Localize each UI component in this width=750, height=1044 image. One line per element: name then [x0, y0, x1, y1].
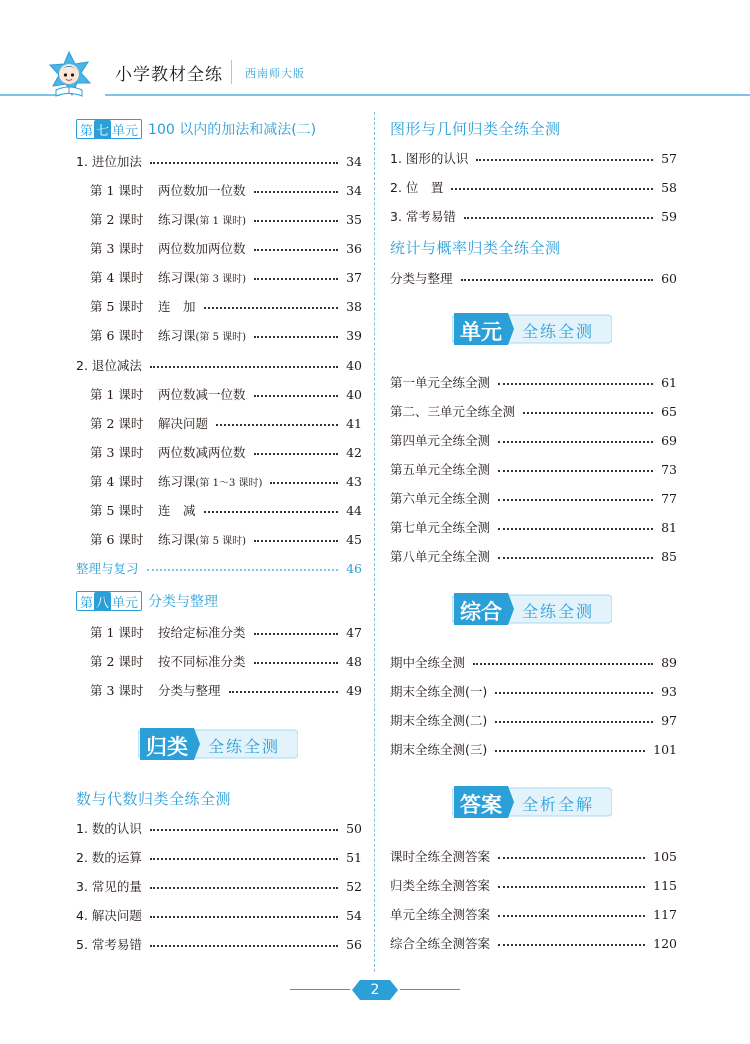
toc-page: 35 — [346, 211, 362, 227]
footer-rule-right — [400, 989, 460, 990]
leader-dots — [495, 721, 653, 723]
toc-entry-unit-6[interactable] — [390, 517, 677, 537]
leader-dots — [254, 633, 339, 635]
lesson-name: 练习课 — [158, 212, 196, 227]
lesson-number: 第 2 课时 — [90, 416, 144, 431]
leader-dots — [451, 188, 653, 190]
toc-entry-answer-4[interactable] — [390, 933, 677, 953]
toc-page: 101 — [653, 741, 677, 757]
toc-entry-add[interactable] — [76, 151, 362, 171]
toc-label: 3. 常见的量 — [76, 879, 142, 894]
leader-dots — [150, 162, 338, 164]
banner-main: 综合 — [460, 600, 502, 624]
toc-entry-answer-3[interactable] — [390, 904, 677, 924]
toc-label: 整理与复习 — [76, 561, 139, 576]
banner-danyuan — [452, 312, 612, 346]
lesson-name: 练习课 — [158, 270, 196, 285]
toc-page: 51 — [346, 849, 362, 865]
toc-page: 59 — [661, 208, 677, 224]
toc-page: 117 — [653, 906, 677, 922]
leader-dots — [498, 470, 653, 472]
banner-guilei — [138, 727, 298, 761]
leader-dots — [498, 944, 645, 946]
section-title-numalg: 数与代数归类全练全测 — [76, 790, 232, 808]
banner-sub: 全析全解 — [522, 795, 595, 814]
toc-entry-answer-1[interactable] — [390, 846, 677, 866]
page-header — [0, 40, 750, 100]
banner-sub: 全练全测 — [522, 322, 595, 341]
toc-page: 61 — [661, 374, 677, 390]
toc-entry-comp-3[interactable] — [390, 710, 677, 730]
toc-entry-comp-1[interactable] — [390, 652, 677, 672]
toc-entry-numalg-1[interactable] — [76, 818, 362, 838]
toc-label: 分类与整理 — [390, 271, 453, 286]
toc-label: 5. 常考易错 — [76, 937, 142, 952]
toc-entry-sub-lesson-3[interactable] — [90, 442, 362, 462]
lesson-name: 练习课 — [158, 328, 196, 343]
leader-dots — [150, 829, 338, 831]
footer-rule-left — [290, 989, 350, 990]
toc-entry-add-lesson-2[interactable] — [90, 209, 362, 229]
mascot-logo — [38, 50, 100, 102]
leader-dots — [147, 569, 339, 571]
lesson-note: (第 5 课时) — [195, 331, 247, 343]
toc-page: 40 — [346, 357, 362, 373]
toc-page: 105 — [653, 848, 677, 864]
leader-dots — [498, 886, 645, 888]
lesson-number: 第 3 课时 — [90, 683, 144, 698]
toc-entry-sub-lesson-1[interactable] — [90, 384, 362, 404]
header-separator — [231, 60, 232, 84]
toc-entry-stat-1[interactable] — [390, 268, 677, 288]
toc-label: 第一单元全练全测 — [390, 375, 491, 390]
lesson-name: 连 加 — [158, 299, 196, 314]
toc-page: 40 — [346, 386, 362, 402]
leader-dots — [150, 945, 338, 947]
toc-page: 43 — [346, 473, 362, 489]
lesson-number: 第 4 课时 — [90, 270, 144, 285]
toc-page: 34 — [346, 182, 362, 198]
banner-sub: 全练全测 — [208, 737, 281, 756]
lesson-number: 第 3 课时 — [90, 445, 144, 460]
leader-dots — [495, 692, 653, 694]
banner-sub: 全练全测 — [522, 602, 595, 621]
lesson-name: 按给定标准分类 — [158, 625, 246, 640]
lesson-name: 分类与整理 — [158, 683, 221, 698]
toc-page: 54 — [346, 907, 362, 923]
lesson-name: 两位数减一位数 — [158, 387, 246, 402]
unit7-badge-post: 单元 — [112, 123, 139, 139]
lesson-name: 解决问题 — [158, 416, 209, 431]
toc-page: 81 — [661, 519, 677, 535]
toc-entry-unit8-lesson-1[interactable] — [90, 622, 362, 642]
unit8-badge-pre: 第 — [80, 595, 94, 611]
banner-daan — [452, 785, 612, 819]
unit7-badge-pre: 第 — [80, 123, 94, 139]
leader-dots — [204, 307, 339, 309]
unit8-badge — [76, 591, 142, 611]
leader-dots — [254, 395, 339, 397]
toc-label: 第八单元全练全测 — [390, 549, 491, 564]
toc-entry-unit8-lesson-3[interactable] — [90, 680, 362, 700]
toc-label: 归类全练全测答案 — [390, 878, 491, 893]
toc-label: 1. 进位加法 — [76, 154, 142, 169]
toc-entry-add-lesson-5[interactable] — [90, 296, 362, 316]
lesson-note: (第 3 课时) — [195, 273, 247, 285]
leader-dots — [476, 159, 653, 161]
toc-page: 41 — [346, 415, 362, 431]
toc-entry-sub-lesson-5[interactable] — [90, 500, 362, 520]
lesson-number: 第 5 课时 — [90, 299, 144, 314]
toc-entry-add-lesson-6[interactable] — [90, 325, 362, 345]
toc-page: 44 — [346, 502, 362, 518]
unit7-heading[interactable] — [76, 117, 316, 141]
toc-page: 48 — [346, 653, 362, 669]
section-title-stat: 统计与概率归类全练全测 — [390, 239, 561, 257]
lesson-note: (第 1 课时) — [195, 215, 247, 227]
section-title-geo: 图形与几何归类全练全测 — [390, 120, 561, 138]
leader-dots — [254, 540, 338, 542]
leader-dots — [498, 557, 653, 559]
toc-label: 4. 解决问题 — [76, 908, 142, 923]
lesson-name: 两位数加一位数 — [158, 183, 246, 198]
toc-page: 49 — [346, 682, 362, 698]
toc-entry-add-lesson-1[interactable] — [90, 180, 362, 200]
leader-dots — [150, 916, 338, 918]
toc-entry-sub-lesson-2[interactable] — [90, 413, 362, 433]
toc-entry-unit-4[interactable] — [390, 459, 677, 479]
lesson-number: 第 6 课时 — [90, 532, 144, 547]
toc-label: 期中全练全测 — [390, 655, 466, 670]
leader-dots — [498, 499, 653, 501]
toc-entry-unit8-lesson-2[interactable] — [90, 651, 362, 671]
toc-label: 第六单元全练全测 — [390, 491, 491, 506]
leader-dots — [270, 482, 338, 484]
toc-page: 50 — [346, 820, 362, 836]
banner-main: 归类 — [146, 735, 188, 759]
leader-dots — [150, 858, 338, 860]
toc-page: 120 — [653, 935, 677, 951]
leader-dots — [150, 366, 338, 368]
lesson-number: 第 5 课时 — [90, 503, 144, 518]
toc-page: 42 — [346, 444, 362, 460]
toc-page: 38 — [346, 298, 362, 314]
toc-page: 115 — [653, 877, 677, 893]
toc-entry-add-lesson-4[interactable] — [90, 267, 362, 287]
leader-dots — [254, 278, 338, 280]
header-rule — [105, 94, 750, 96]
toc-entry-numalg-5[interactable] — [76, 934, 362, 954]
toc-page: 65 — [661, 403, 677, 419]
toc-label: 第七单元全练全测 — [390, 520, 491, 535]
leader-dots — [254, 453, 339, 455]
toc-entry-comp-2[interactable] — [390, 681, 677, 701]
toc-label: 1. 数的认识 — [76, 821, 142, 836]
toc-entry-add-lesson-3[interactable] — [90, 238, 362, 258]
toc-page: 36 — [346, 240, 362, 256]
toc-entry-answer-2[interactable] — [390, 875, 677, 895]
leader-dots — [498, 528, 653, 530]
banner-zonghe — [452, 592, 612, 626]
toc-entry-numalg-2[interactable] — [76, 847, 362, 867]
toc-page: 56 — [346, 936, 362, 952]
toc-page: 45 — [346, 531, 362, 547]
unit7-badge-num: 七 — [94, 120, 111, 139]
lesson-number: 第 1 课时 — [90, 625, 144, 640]
toc-page: 46 — [346, 560, 362, 576]
toc-label: 第二、三单元全练全测 — [390, 404, 516, 419]
toc-page: 58 — [661, 179, 677, 195]
lesson-name: 练习课 — [158, 474, 196, 489]
toc-entry-unit-3[interactable] — [390, 430, 677, 450]
lesson-number: 第 1 课时 — [90, 183, 144, 198]
lesson-name: 两位数减两位数 — [158, 445, 246, 460]
toc-entry-sub-lesson-4[interactable] — [90, 471, 362, 491]
leader-dots — [254, 191, 339, 193]
toc-entry-sub[interactable] — [76, 355, 362, 375]
unit7-badge — [76, 119, 142, 139]
toc-label: 第五单元全练全测 — [390, 462, 491, 477]
toc-entry-numalg-4[interactable] — [76, 905, 362, 925]
banner-main: 单元 — [460, 320, 502, 344]
toc-label: 2. 退位减法 — [76, 358, 142, 373]
toc-label: 期末全练全测(三) — [390, 742, 488, 757]
lesson-name: 练习课 — [158, 532, 196, 547]
lesson-note: (第 1～3 课时) — [195, 477, 263, 489]
leader-dots — [150, 887, 338, 889]
leader-dots — [216, 424, 338, 426]
toc-entry-review[interactable] — [76, 558, 362, 578]
toc-page: 73 — [661, 461, 677, 477]
page-footer — [290, 978, 460, 1002]
toc-label: 1. 图形的认识 — [390, 151, 469, 166]
leader-dots — [229, 691, 339, 693]
unit8-badge-num: 八 — [94, 592, 111, 611]
leader-dots — [498, 857, 645, 859]
toc-page: 34 — [346, 153, 362, 169]
unit7-title: 100 以内的加法和减法(二) — [148, 122, 317, 138]
toc-page: 39 — [346, 327, 362, 343]
leader-dots — [498, 441, 653, 443]
leader-dots — [461, 279, 654, 281]
toc-label: 3. 常考易错 — [390, 209, 456, 224]
leader-dots — [498, 915, 645, 917]
toc-page: 47 — [346, 624, 362, 640]
leader-dots — [498, 383, 653, 385]
leader-dots — [464, 217, 653, 219]
toc-page: 69 — [661, 432, 677, 448]
page-number: 2 — [370, 982, 380, 998]
lesson-number: 第 3 课时 — [90, 241, 144, 256]
toc-label: 2. 位 置 — [390, 180, 444, 195]
toc-entry-unit-7[interactable] — [390, 546, 677, 566]
toc-entry-comp-4[interactable] — [390, 739, 677, 759]
lesson-name: 按不同标准分类 — [158, 654, 246, 669]
toc-entry-geo-3[interactable] — [390, 206, 677, 226]
lesson-number: 第 2 课时 — [90, 212, 144, 227]
toc-label: 第四单元全练全测 — [390, 433, 491, 448]
lesson-note: (第 5 课时) — [195, 535, 247, 547]
toc-page: 93 — [661, 683, 677, 699]
toc-entry-unit-2[interactable] — [390, 401, 677, 421]
toc-page: 57 — [661, 150, 677, 166]
toc-entry-geo-2[interactable] — [390, 177, 677, 197]
lesson-name: 连 减 — [158, 503, 196, 518]
column-divider — [374, 112, 375, 972]
lesson-number: 第 1 课时 — [90, 387, 144, 402]
leader-dots — [254, 662, 339, 664]
lesson-number: 第 6 课时 — [90, 328, 144, 343]
leader-dots — [495, 750, 645, 752]
leader-dots — [254, 220, 338, 222]
toc-page: 97 — [661, 712, 677, 728]
unit8-badge-post: 单元 — [112, 595, 139, 611]
leader-dots — [473, 663, 653, 665]
unit8-title: 分类与整理 — [148, 594, 219, 610]
toc-page: 37 — [346, 269, 362, 285]
toc-page: 85 — [661, 548, 677, 564]
leader-dots — [204, 511, 339, 513]
toc-page: 89 — [661, 654, 677, 670]
toc-entry-geo-1[interactable] — [390, 148, 677, 168]
unit8-heading[interactable] — [76, 589, 218, 613]
toc-entry-sub-lesson-6[interactable] — [90, 529, 362, 549]
leader-dots — [523, 412, 653, 414]
toc-label: 单元全练全测答案 — [390, 907, 491, 922]
toc-page: 52 — [346, 878, 362, 894]
toc-page: 60 — [661, 270, 677, 286]
leader-dots — [254, 336, 338, 338]
toc-page: 77 — [661, 490, 677, 506]
toc-entry-unit-5[interactable] — [390, 488, 677, 508]
header-subtitle: 西南师大版 — [245, 67, 305, 80]
toc-label: 期末全练全测(一) — [390, 684, 488, 699]
toc-label: 期末全练全测(二) — [390, 713, 488, 728]
toc-entry-numalg-3[interactable] — [76, 876, 362, 896]
lesson-number: 第 4 课时 — [90, 474, 144, 489]
toc-label: 综合全练全测答案 — [390, 936, 491, 951]
toc-label: 课时全练全测答案 — [390, 849, 491, 864]
lesson-name: 两位数加两位数 — [158, 241, 246, 256]
toc-entry-unit-1[interactable] — [390, 372, 677, 392]
banner-main: 答案 — [460, 793, 502, 817]
header-title: 小学教材全练 — [115, 65, 223, 85]
leader-dots — [254, 249, 339, 251]
lesson-number: 第 2 课时 — [90, 654, 144, 669]
toc-label: 2. 数的运算 — [76, 850, 142, 865]
